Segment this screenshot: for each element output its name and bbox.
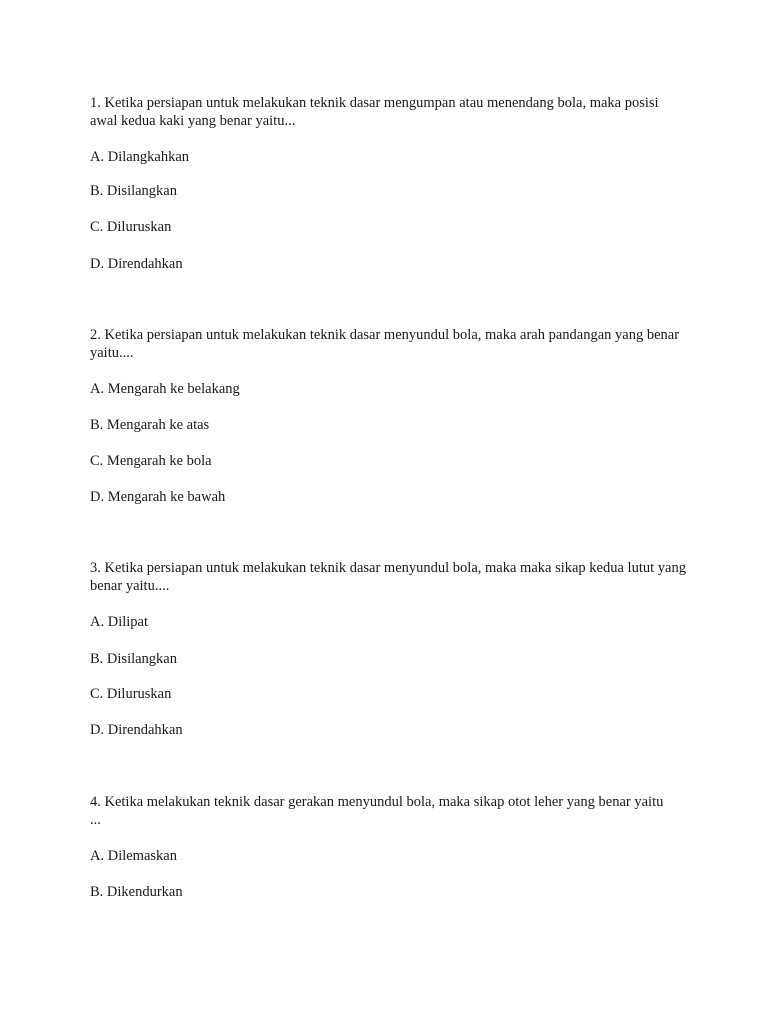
question-text: 4. Ketika melakukan teknik dasar gerakan menyundul bola, maka sikap otot leher yang benar yaitu ... [90,794,664,828]
question-2 [90,326,690,505]
option-a: A. Dilangkahkan [90,149,190,165]
option-a: A. Dilipat [90,614,148,630]
option-d: D. Mengarah ke bawah [90,489,226,505]
question-text: 2. Ketika persiapan untuk melakukan teknik dasar menyundul bola, maka arah pandangan yang benar yaitu.... [90,327,680,361]
option-d: D. Direndahkan [90,256,183,272]
option-c: C. Diluruskan [90,686,172,702]
option-b: B. Dikendurkan [90,884,183,900]
question-text: 3. Ketika persiapan untuk melakukan teknik dasar menyundul bola, maka maka sikap kedua lutut yang benar yaitu.... [90,560,686,594]
option-c: C. Mengarah ke bola [90,453,212,469]
option-b: B. Mengarah ke atas [90,417,210,433]
question-text: 1. Ketika persiapan untuk melakukan teknik dasar mengumpan atau menendang bola, maka posisi awal kedua kaki yang benar yaitu... [90,95,659,129]
question-4 [90,793,690,900]
option-a: A. Dilemaskan [90,848,177,864]
option-b: B. Disilangkan [90,651,177,667]
option-c: C. Diluruskan [90,219,172,235]
question-3 [90,559,690,738]
option-d: D. Direndahkan [90,722,183,738]
option-b: B. Disilangkan [90,183,177,199]
option-a: A. Mengarah ke belakang [90,381,240,397]
question-1 [90,94,690,272]
